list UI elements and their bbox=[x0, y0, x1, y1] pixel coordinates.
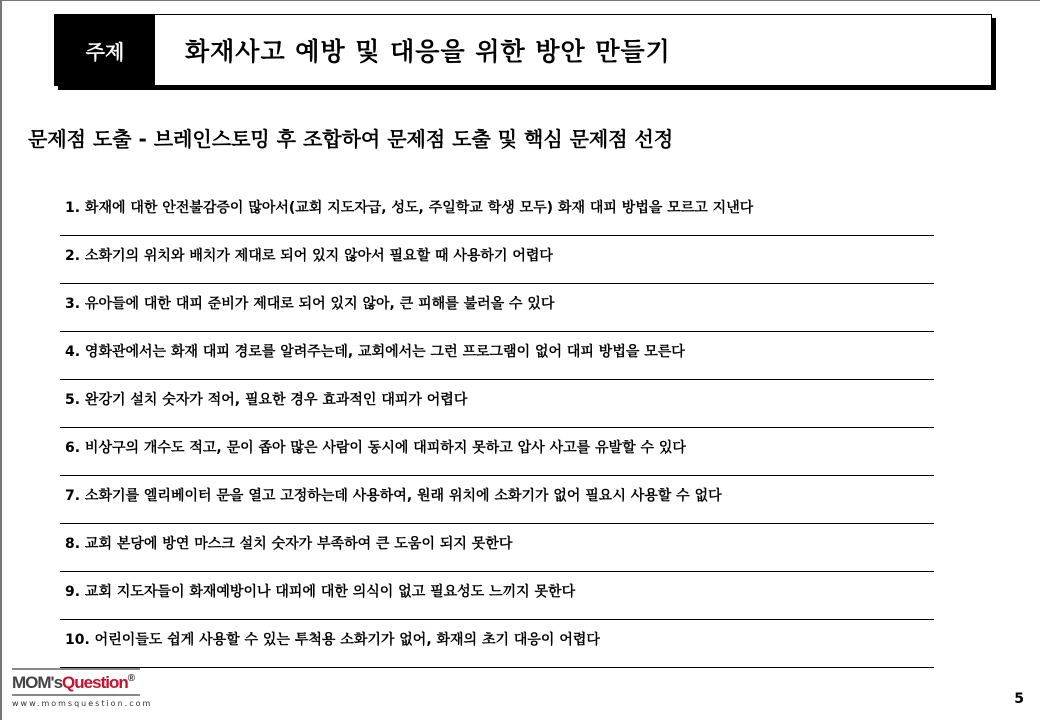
logo-url: www.momsquestion.com bbox=[12, 699, 153, 708]
list-item: 1. 화재에 대한 안전불감증이 많아서(교회 지도자급, 성도, 주일학교 학생 모두) 화재 대피 방법을 모르고 지낸다 bbox=[60, 189, 934, 236]
list-item: 7. 소화기를 엘리베이터 문을 열고 고정하는데 사용하여, 원래 위치에 소화기가 없어 필요시 사용할 수 없다 bbox=[60, 477, 934, 524]
topic-header bbox=[54, 14, 992, 86]
list-item: 5. 완강기 설치 숫자가 적어, 필요한 경우 효과적인 대피가 어렵다 bbox=[60, 381, 934, 428]
logo-divider bbox=[12, 694, 140, 696]
brand-logo bbox=[12, 668, 153, 708]
logo-part1: MOM's bbox=[12, 673, 63, 692]
topic-title: 화재사고 예방 및 대응을 위한 방안 만들기 bbox=[185, 37, 671, 66]
list-item: 10. 어린이들도 쉽게 사용할 수 있는 투척용 소화기가 없어, 화재의 초기 대응이 어렵다 bbox=[60, 621, 934, 668]
list-item: 4. 영화관에서는 화재 대피 경로를 알려주는데, 교회에서는 그런 프로그램이 없어 대피 방법을 모른다 bbox=[60, 333, 934, 380]
list-item: 9. 교회 지도자들이 화재예방이나 대피에 대한 의식이 없고 필요성도 느끼지 못한다 bbox=[60, 573, 934, 620]
list-item: 6. 비상구의 개수도 적고, 문이 좁아 많은 사람이 동시에 대피하지 못하고 압사 사고를 유발할 수 있다 bbox=[60, 429, 934, 476]
page-number: 5 bbox=[1014, 691, 1024, 707]
registered-mark: ® bbox=[127, 673, 135, 684]
list-item: 3. 유아들에 대한 대피 준비가 제대로 되어 있지 않아, 큰 피해를 불러올 수 있다 bbox=[60, 285, 934, 332]
section-subtitle: 문제점 도출 - 브레인스토밍 후 조합하여 문제점 도출 및 핵심 문제점 선정 bbox=[28, 127, 674, 151]
logo-divider bbox=[12, 668, 140, 670]
logo-part2: Question bbox=[62, 673, 128, 692]
list-item: 2. 소화기의 위치와 배치가 제대로 되어 있지 않아서 필요할 때 사용하기 어렵다 bbox=[60, 237, 934, 284]
logo-name bbox=[12, 673, 147, 693]
topic-label: 주제 bbox=[55, 15, 155, 85]
problem-list bbox=[60, 189, 934, 669]
list-item: 8. 교회 본당에 방연 마스크 설치 숫자가 부족하여 큰 도움이 되지 못한다 bbox=[60, 525, 934, 572]
